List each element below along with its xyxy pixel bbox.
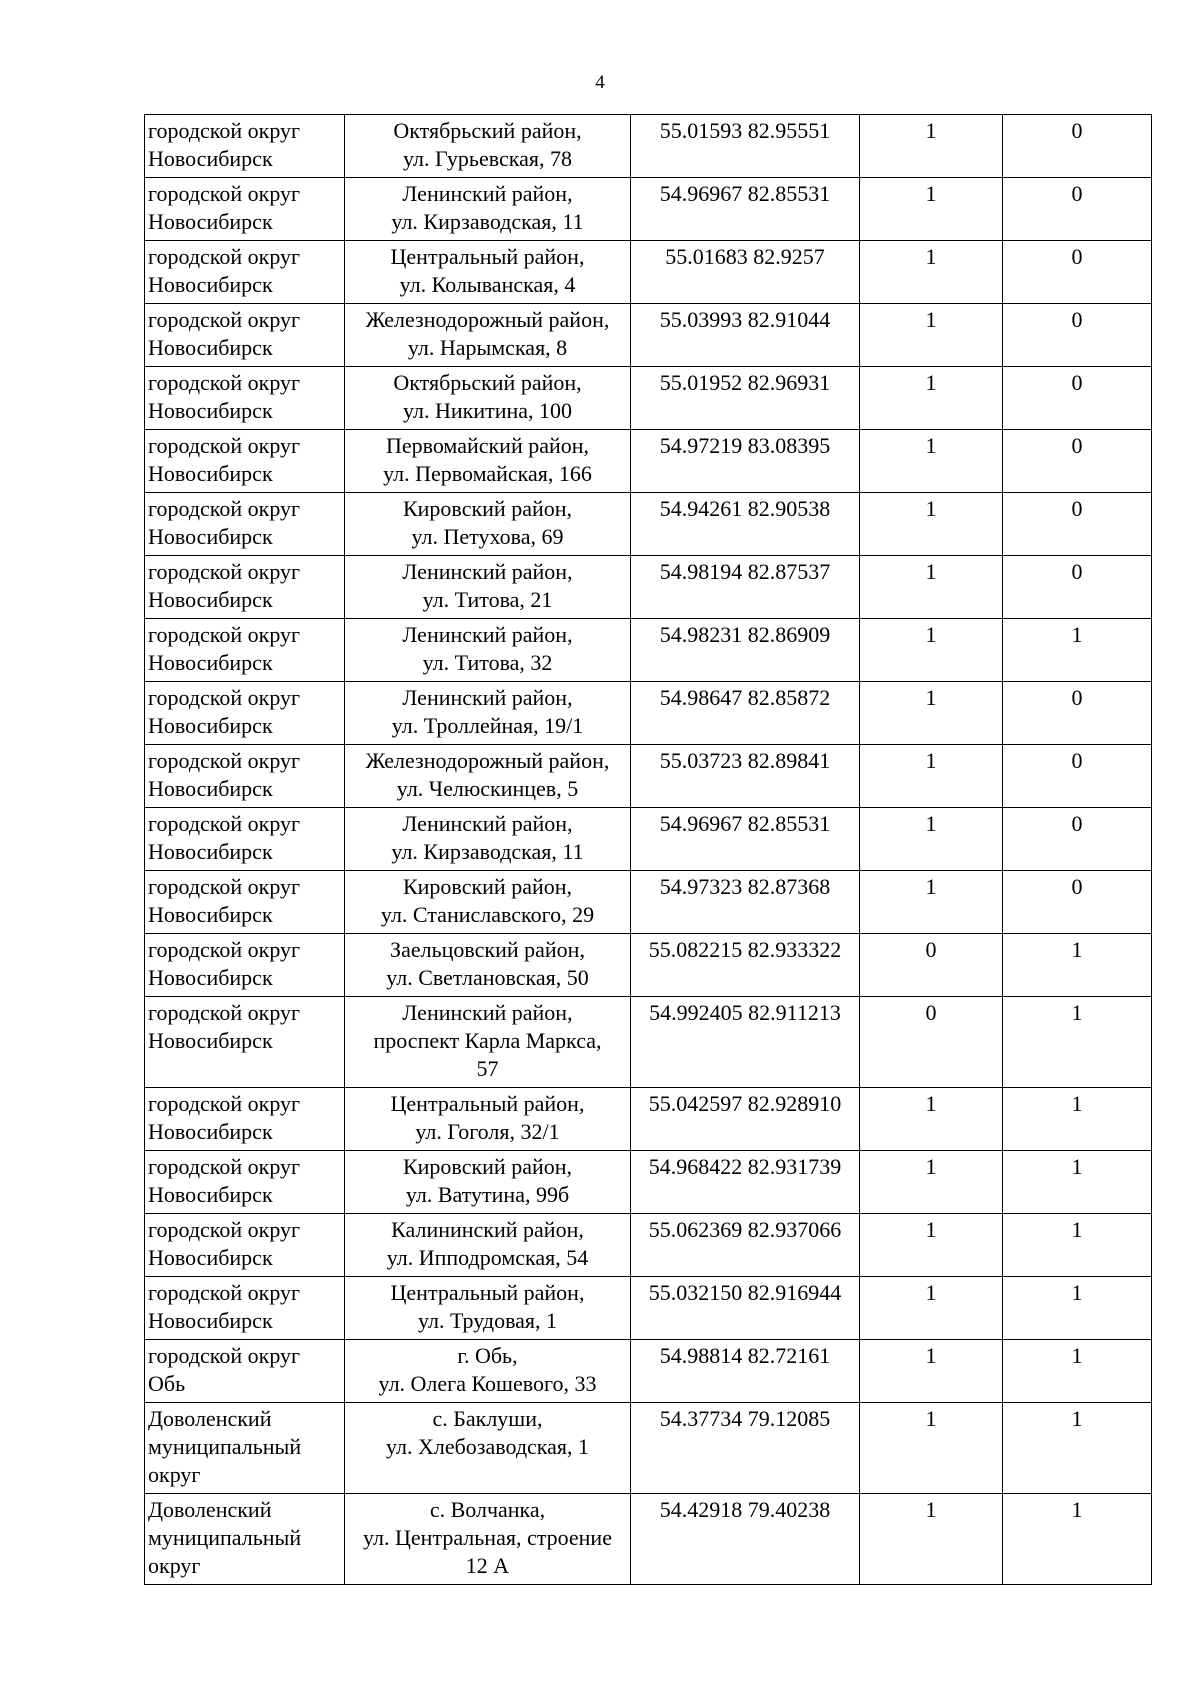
table-row [145, 934, 1152, 997]
address-cell [345, 1088, 631, 1151]
table-row [145, 367, 1152, 430]
address-cell-line: Заельцовский район, [390, 937, 585, 962]
coordinates-cell: 54.94261 82.90538 [631, 493, 860, 556]
table-row [145, 430, 1152, 493]
table-row [145, 241, 1152, 304]
flag-b-cell: 0 [1003, 808, 1152, 871]
address-cell-line: ул. Кирзаводская, 11 [391, 209, 584, 234]
table-row [145, 745, 1152, 808]
address-cell [345, 619, 631, 682]
district-cell-line: Новосибирск [148, 461, 273, 486]
address-cell-line: проспект Карла Маркса, [373, 1028, 602, 1053]
district-cell [145, 367, 345, 430]
coordinates-cell: 55.03723 82.89841 [631, 745, 860, 808]
coordinates-cell: 55.01683 82.9257 [631, 241, 860, 304]
district-cell [145, 1494, 345, 1585]
address-cell [345, 241, 631, 304]
flag-a-cell: 1 [860, 682, 1003, 745]
coordinates-cell: 55.042597 82.928910 [631, 1088, 860, 1151]
table-row [145, 997, 1152, 1088]
address-cell-line: ул. Светлановская, 50 [386, 965, 589, 990]
district-cell-line: городской округ [148, 937, 301, 962]
table-row [145, 619, 1152, 682]
district-cell-line: Новосибирск [148, 839, 273, 864]
table-row [145, 178, 1152, 241]
page-number: 4 [595, 72, 605, 93]
address-cell-line: ул. Никитина, 100 [402, 398, 573, 423]
address-cell [345, 493, 631, 556]
district-cell-line: городской округ [148, 1343, 301, 1368]
flag-b-cell: 0 [1003, 367, 1152, 430]
flag-a-cell: 1 [860, 556, 1003, 619]
district-cell [145, 871, 345, 934]
flag-b-cell: 1 [1003, 997, 1152, 1088]
flag-a-cell: 1 [860, 619, 1003, 682]
address-cell-line: Центральный район, [390, 1091, 585, 1116]
address-cell-line: ул. Первомайская, 166 [383, 461, 592, 486]
flag-a-cell: 1 [860, 1151, 1003, 1214]
address-cell [345, 997, 631, 1088]
coordinates-cell: 54.37734 79.12085 [631, 1403, 860, 1494]
address-cell-line: Ленинский район, [402, 685, 573, 710]
flag-a-cell: 0 [860, 934, 1003, 997]
coordinates-cell: 55.01952 82.96931 [631, 367, 860, 430]
district-cell [145, 304, 345, 367]
address-cell-line: Октябрьский район, [393, 370, 582, 395]
district-cell-line: Новосибирск [148, 1028, 273, 1053]
address-cell [345, 745, 631, 808]
address-cell-line: ул. Олега Кошевого, 33 [378, 1371, 597, 1396]
district-cell-line: Новосибирск [148, 1308, 273, 1333]
district-cell [145, 1088, 345, 1151]
district-cell-line: Новосибирск [148, 146, 273, 171]
address-cell-line: Железнодорожный район, [365, 307, 610, 332]
district-cell [145, 115, 345, 178]
table-row [145, 556, 1152, 619]
district-cell-line: Доволенский [148, 1497, 272, 1522]
district-cell-line: Новосибирск [148, 524, 273, 549]
district-cell-line: Новосибирск [148, 1119, 273, 1144]
address-cell-line: ул. Гурьевская, 78 [403, 146, 572, 171]
district-cell-line: муниципальный [148, 1434, 302, 1459]
address-cell-line: Калининский район, [391, 1217, 584, 1242]
flag-a-cell: 1 [860, 1403, 1003, 1494]
flag-a-cell: 1 [860, 871, 1003, 934]
flag-b-cell: 0 [1003, 493, 1152, 556]
flag-a-cell: 1 [860, 745, 1003, 808]
district-cell-line: городской округ [148, 118, 301, 143]
flag-a-cell: 1 [860, 1088, 1003, 1151]
address-cell-line: ул. Станиславского, 29 [380, 902, 595, 927]
coordinates-cell: 55.03993 82.91044 [631, 304, 860, 367]
district-cell [145, 934, 345, 997]
coordinates-cell: 55.01593 82.95551 [631, 115, 860, 178]
table-row [145, 1403, 1152, 1494]
table-row [145, 808, 1152, 871]
district-cell-line: Новосибирск [148, 902, 273, 927]
district-cell [145, 430, 345, 493]
coordinates-cell: 54.98231 82.86909 [631, 619, 860, 682]
address-cell-line: 57 [476, 1056, 499, 1081]
district-cell-line: городской округ [148, 811, 301, 836]
flag-a-cell: 1 [860, 1214, 1003, 1277]
flag-b-cell: 1 [1003, 619, 1152, 682]
coordinates-cell: 55.062369 82.937066 [631, 1214, 860, 1277]
address-cell-line: Ленинский район, [402, 181, 573, 206]
district-cell-line: городской округ [148, 559, 301, 584]
address-cell [345, 1214, 631, 1277]
district-cell-line: городской округ [148, 181, 301, 206]
address-cell-line: 12 А [465, 1553, 510, 1578]
address-cell-line: Кировский район, [402, 1154, 573, 1179]
flag-b-cell: 0 [1003, 304, 1152, 367]
district-cell-line: городской округ [148, 622, 301, 647]
address-cell-line: ул. Троллейная, 19/1 [391, 713, 584, 738]
district-cell-line: городской округ [148, 496, 301, 521]
coordinates-cell: 54.98647 82.85872 [631, 682, 860, 745]
district-cell-line: Обь [148, 1371, 186, 1396]
address-cell-line: ул. Центральная, строение [363, 1525, 612, 1550]
address-cell-line: ул. Нарымская, 8 [407, 335, 568, 360]
district-cell-line: Новосибирск [148, 650, 273, 675]
district-cell-line: Новосибирск [148, 587, 273, 612]
district-cell [145, 178, 345, 241]
district-cell-line: Новосибирск [148, 776, 273, 801]
address-cell-line: ул. Гоголя, 32/1 [415, 1119, 560, 1144]
address-cell [345, 871, 631, 934]
district-cell-line: городской округ [148, 244, 301, 269]
address-cell-line: Центральный район, [390, 1280, 585, 1305]
district-cell-line: городской округ [148, 1154, 301, 1179]
district-cell [145, 619, 345, 682]
address-cell-line: Первомайский район, [385, 433, 590, 458]
district-cell [145, 1340, 345, 1403]
address-cell-line: Ленинский район, [402, 559, 573, 584]
address-cell [345, 430, 631, 493]
address-cell-line: ул. Титова, 21 [422, 587, 553, 612]
district-cell-line: городской округ [148, 433, 301, 458]
registry-table [144, 114, 1152, 1585]
district-cell-line: Новосибирск [148, 335, 273, 360]
district-cell-line: Новосибирск [148, 965, 273, 990]
district-cell-line: Новосибирск [148, 272, 273, 297]
flag-b-cell: 1 [1003, 1151, 1152, 1214]
address-cell-line: ул. Ипподромская, 54 [386, 1245, 589, 1270]
table-row [145, 304, 1152, 367]
district-cell-line: округ [148, 1553, 201, 1578]
address-cell-line: Ленинский район, [402, 811, 573, 836]
address-cell-line: г. Обь, [457, 1343, 518, 1368]
district-cell [145, 556, 345, 619]
table-row [145, 1214, 1152, 1277]
district-cell-line: Новосибирск [148, 1245, 273, 1270]
district-cell-line: Новосибирск [148, 713, 273, 738]
district-cell [145, 997, 345, 1088]
table-row [145, 1494, 1152, 1585]
address-cell [345, 1340, 631, 1403]
address-cell-line: ул. Челюскинцев, 5 [396, 776, 579, 801]
table-row [145, 115, 1152, 178]
coordinates-cell: 54.42918 79.40238 [631, 1494, 860, 1585]
flag-a-cell: 1 [860, 1494, 1003, 1585]
address-cell-line: Ленинский район, [402, 622, 573, 647]
address-cell [345, 934, 631, 997]
table-row [145, 1277, 1152, 1340]
district-cell-line: городской округ [148, 1217, 301, 1242]
flag-b-cell: 0 [1003, 682, 1152, 745]
district-cell-line: городской округ [148, 874, 301, 899]
address-cell [345, 304, 631, 367]
flag-b-cell: 0 [1003, 745, 1152, 808]
address-cell [345, 808, 631, 871]
address-cell [345, 682, 631, 745]
flag-a-cell: 1 [860, 1340, 1003, 1403]
flag-b-cell: 1 [1003, 1214, 1152, 1277]
address-cell-line: Центральный район, [390, 244, 585, 269]
address-cell-line: с. Баклуши, [432, 1406, 543, 1431]
district-cell-line: городской округ [148, 685, 301, 710]
address-cell [345, 1403, 631, 1494]
district-cell-line: Доволенский [148, 1406, 272, 1431]
table-row [145, 871, 1152, 934]
coordinates-cell: 54.992405 82.911213 [631, 997, 860, 1088]
address-cell-line: ул. Хлебозаводская, 1 [385, 1434, 590, 1459]
address-cell-line: Октябрьский район, [393, 118, 582, 143]
flag-b-cell: 1 [1003, 934, 1152, 997]
address-cell-line: ул. Трудовая, 1 [417, 1308, 558, 1333]
address-cell-line: ул. Колыванская, 4 [399, 272, 576, 297]
address-cell [345, 556, 631, 619]
address-cell-line: ул. Петухова, 69 [411, 524, 564, 549]
district-cell-line: городской округ [148, 748, 301, 773]
district-cell [145, 682, 345, 745]
coordinates-cell: 54.96967 82.85531 [631, 808, 860, 871]
address-cell-line: ул. Титова, 32 [422, 650, 553, 675]
district-cell [145, 493, 345, 556]
flag-b-cell: 0 [1003, 241, 1152, 304]
flag-b-cell: 1 [1003, 1403, 1152, 1494]
flag-a-cell: 0 [860, 997, 1003, 1088]
flag-a-cell: 1 [860, 493, 1003, 556]
address-cell-line: Ленинский район, [402, 1000, 573, 1025]
table-row [145, 682, 1152, 745]
address-cell [345, 1151, 631, 1214]
district-cell-line: муниципальный [148, 1525, 302, 1550]
district-cell-line: округ [148, 1462, 201, 1487]
address-cell-line: ул. Кирзаводская, 11 [391, 839, 584, 864]
coordinates-cell: 54.97219 83.08395 [631, 430, 860, 493]
address-cell [345, 367, 631, 430]
coordinates-cell: 54.96967 82.85531 [631, 178, 860, 241]
address-cell [345, 1494, 631, 1585]
district-cell [145, 808, 345, 871]
flag-a-cell: 1 [860, 430, 1003, 493]
flag-b-cell: 1 [1003, 1277, 1152, 1340]
table-row [145, 493, 1152, 556]
district-cell-line: городской округ [148, 1000, 301, 1025]
district-cell-line: городской округ [148, 307, 301, 332]
flag-a-cell: 1 [860, 367, 1003, 430]
flag-b-cell: 0 [1003, 871, 1152, 934]
coordinates-cell: 55.082215 82.933322 [631, 934, 860, 997]
address-cell [345, 1277, 631, 1340]
district-cell [145, 1403, 345, 1494]
address-cell-line: Железнодорожный район, [365, 748, 610, 773]
district-cell [145, 241, 345, 304]
flag-b-cell: 0 [1003, 430, 1152, 493]
address-cell-line: с. Волчанка, [429, 1497, 546, 1522]
district-cell [145, 1151, 345, 1214]
flag-b-cell: 1 [1003, 1340, 1152, 1403]
registry-table-body [145, 115, 1152, 1585]
district-cell [145, 1214, 345, 1277]
coordinates-cell: 54.97323 82.87368 [631, 871, 860, 934]
coordinates-cell: 54.968422 82.931739 [631, 1151, 860, 1214]
district-cell-line: городской округ [148, 370, 301, 395]
flag-b-cell: 0 [1003, 115, 1152, 178]
district-cell [145, 745, 345, 808]
table-row [145, 1340, 1152, 1403]
district-cell-line: городской округ [148, 1280, 301, 1305]
coordinates-cell: 54.98814 82.72161 [631, 1340, 860, 1403]
flag-a-cell: 1 [860, 178, 1003, 241]
district-cell-line: Новосибирск [148, 209, 273, 234]
flag-b-cell: 1 [1003, 1088, 1152, 1151]
flag-a-cell: 1 [860, 115, 1003, 178]
district-cell-line: Новосибирск [148, 398, 273, 423]
flag-b-cell: 1 [1003, 1494, 1152, 1585]
flag-a-cell: 1 [860, 241, 1003, 304]
coordinates-cell: 55.032150 82.916944 [631, 1277, 860, 1340]
address-cell-line: Кировский район, [402, 496, 573, 521]
coordinates-cell: 54.98194 82.87537 [631, 556, 860, 619]
flag-b-cell: 0 [1003, 178, 1152, 241]
address-cell [345, 115, 631, 178]
district-cell-line: городской округ [148, 1091, 301, 1116]
district-cell [145, 1277, 345, 1340]
table-row [145, 1088, 1152, 1151]
flag-a-cell: 1 [860, 304, 1003, 367]
district-cell-line: Новосибирск [148, 1182, 273, 1207]
flag-a-cell: 1 [860, 1277, 1003, 1340]
address-cell-line: Кировский район, [402, 874, 573, 899]
table-row [145, 1151, 1152, 1214]
address-cell-line: ул. Ватутина, 99б [405, 1182, 570, 1207]
flag-a-cell: 1 [860, 808, 1003, 871]
address-cell [345, 178, 631, 241]
flag-b-cell: 0 [1003, 556, 1152, 619]
